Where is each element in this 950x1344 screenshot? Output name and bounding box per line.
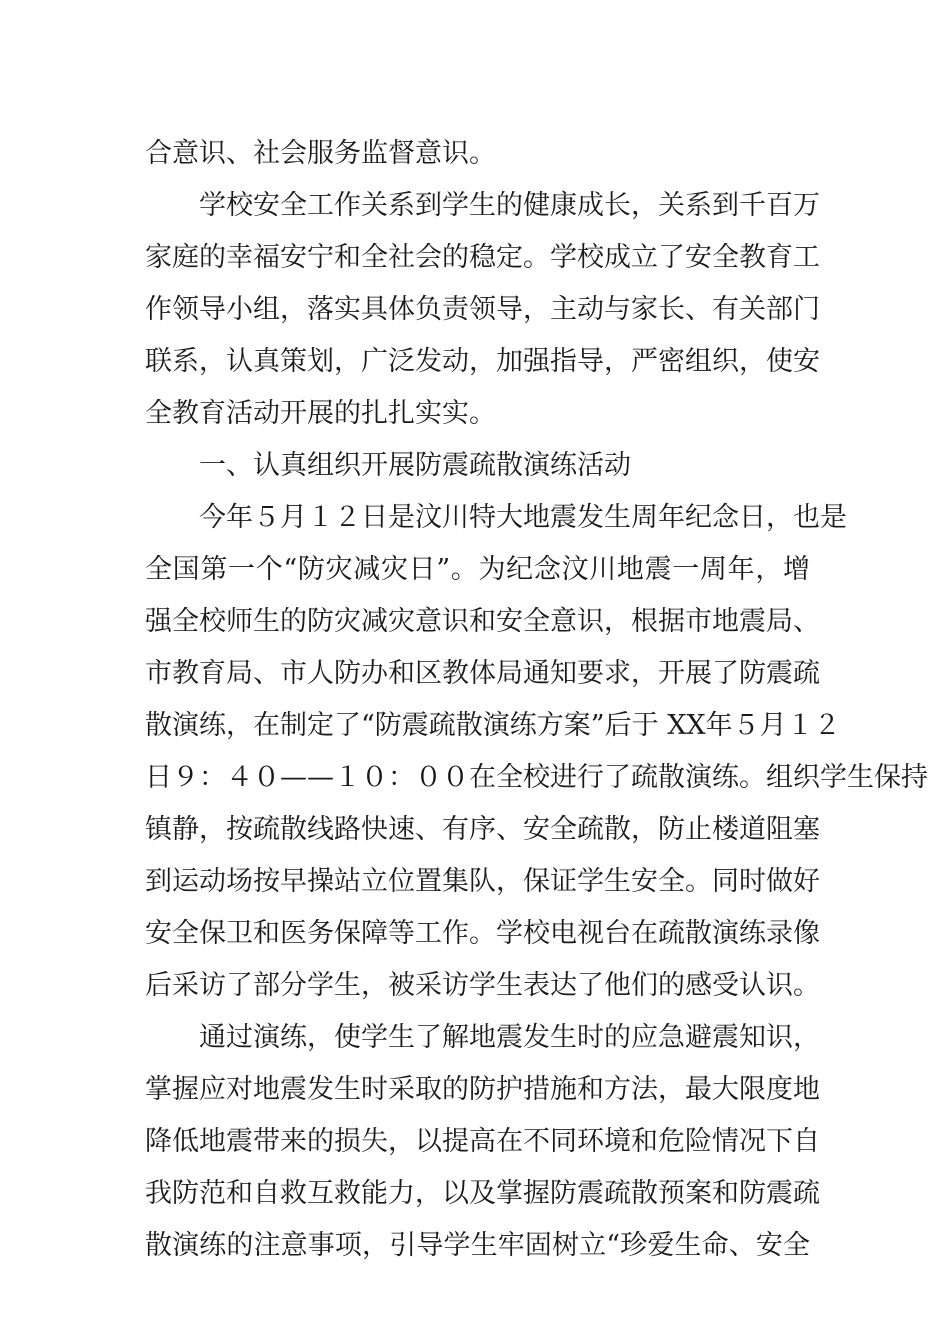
paragraph-first-line: 学校安全工作关系到学生的健康成长，关系到千百万: [199, 190, 820, 221]
text-line: 作领导小组，落实具体负责领导，主动与家长、有关部门: [145, 294, 820, 325]
paragraph-first-line: 今年５月１２日是汶川特大地震发生周年纪念日，也是: [199, 502, 847, 533]
section-heading: 一、认真组织开展防震疏散演练活动: [199, 450, 631, 481]
text-line: 降低地震带来的损失，以提高在不同环境和危险情况下自: [145, 1126, 820, 1157]
text-line: 镇静，按疏散线路快速、有序、安全疏散，防止楼道阻塞: [145, 814, 820, 845]
text-line: 联系，认真策划，广泛发动，加强指导，严密组织，使安: [145, 346, 820, 377]
text-line: 日９：４０——１０：００在全校进行了疏散演练。组织学生保持: [145, 762, 928, 793]
text-line: 全教育活动开展的扎扎实实。: [145, 398, 496, 429]
text-line: 散演练的注意事项，引导学生牢固树立“珍爱生命、安全: [145, 1230, 810, 1261]
text-line: 合意识、社会服务监督意识。: [145, 138, 496, 169]
paragraph-first-line: 通过演练，使学生了解地震发生时的应急避震知识，: [199, 1022, 820, 1053]
text-line: 到运动场按早操站立位置集队，保证学生安全。同时做好: [145, 866, 820, 897]
text-line: 散演练，在制定了“防震疏散演练方案”后于 XX年５月１２: [145, 710, 841, 741]
text-line: 家庭的幸福安宁和全社会的稳定。学校成立了安全教育工: [145, 242, 820, 273]
text-line: 市教育局、市人防办和区教体局通知要求，开展了防震疏: [145, 658, 820, 689]
text-line: 安全保卫和医务保障等工作。学校电视台在疏散演练录像: [145, 918, 820, 949]
document-body: [145, 128, 928, 1272]
text-line: 强全校师生的防灾减灾意识和安全意识，根据市地震局、: [145, 606, 820, 637]
text-line: 后采访了部分学生，被采访学生表达了他们的感受认识。: [145, 970, 820, 1001]
text-line: 我防范和自救互救能力，以及掌握防震疏散预案和防震疏: [145, 1178, 820, 1209]
text-line: 掌握应对地震发生时采取的防护措施和方法，最大限度地: [145, 1074, 820, 1105]
text-line: 全国第一个“防灾减灾日”。为纪念汶川地震一周年，增: [145, 554, 810, 585]
